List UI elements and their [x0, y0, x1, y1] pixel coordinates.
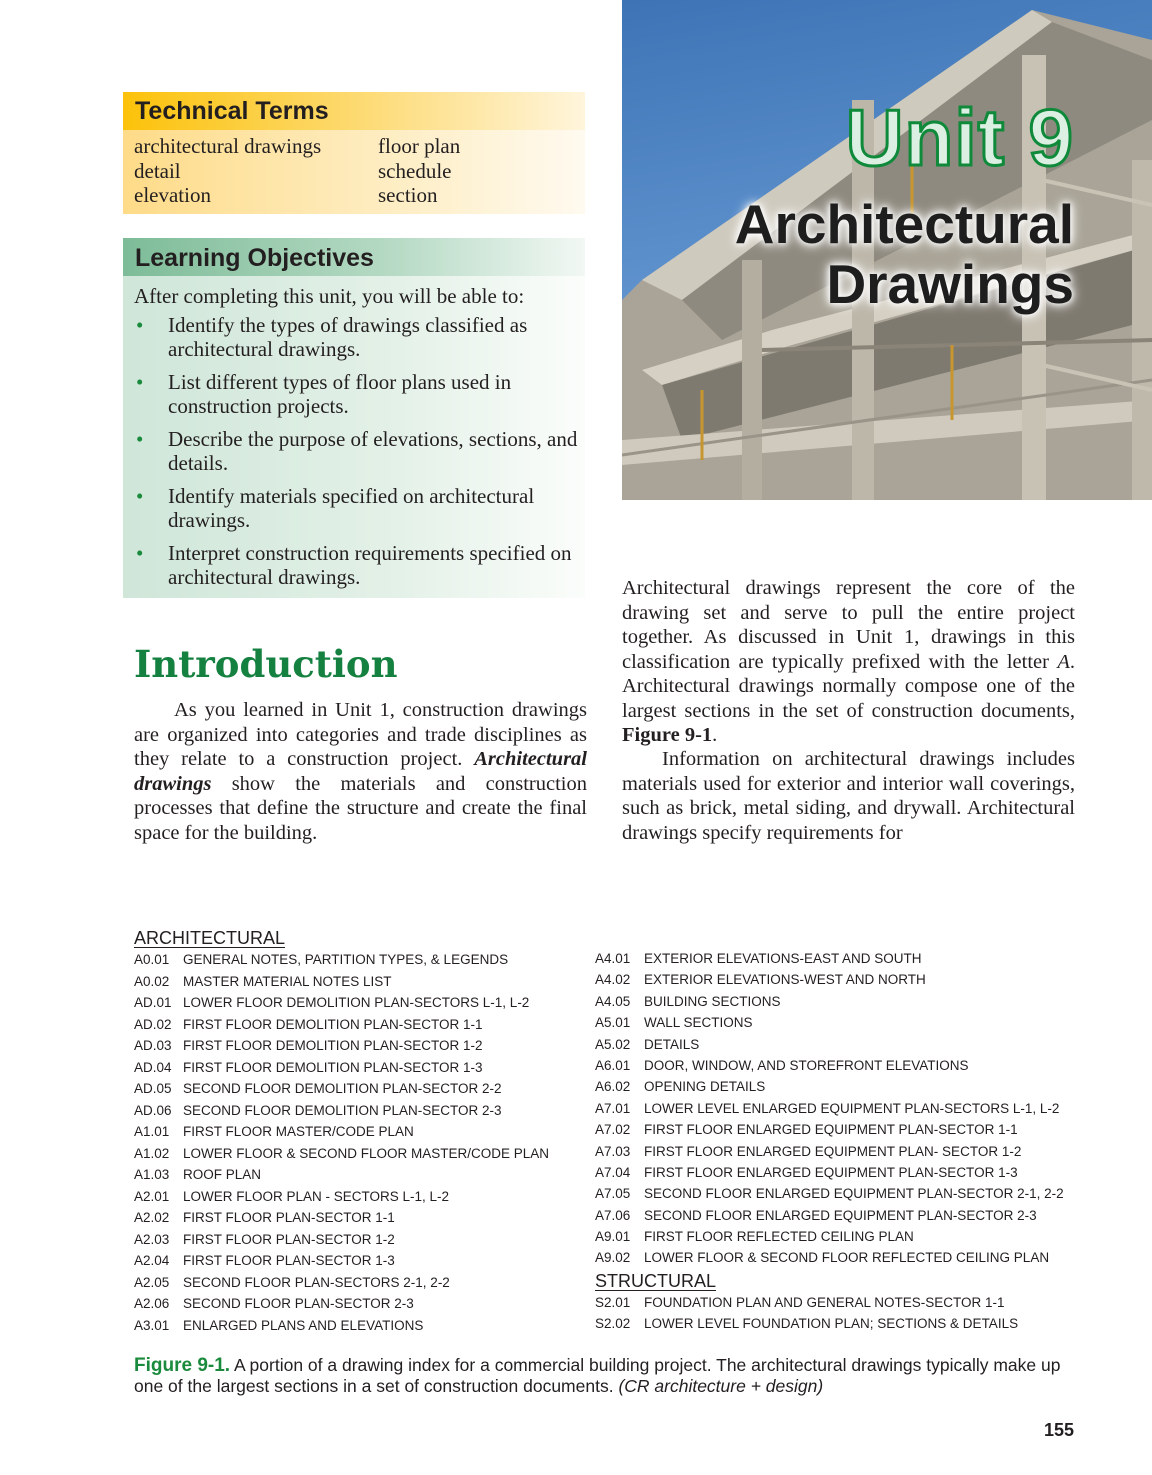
sheet-number: A2.06: [134, 1296, 170, 1311]
index-row: [595, 1034, 1095, 1055]
objective-item: [134, 484, 585, 533]
index-row: [595, 1292, 1095, 1313]
index-row: [134, 1100, 584, 1122]
objective-text: Describe the purpose of elevations, sections, and details.: [168, 426, 578, 475]
index-row: [595, 1183, 1095, 1204]
index-row: [134, 1078, 584, 1100]
learning-objectives-intro: After completing this unit, you will be able to:: [134, 284, 525, 308]
body-paragraph: [622, 576, 1075, 748]
sheet-title: FIRST FLOOR DEMOLITION PLAN-SECTOR 1-3: [183, 1059, 483, 1075]
objective-text: Identify materials specified on architectural drawings.: [168, 483, 535, 532]
chapter-title-line2: Drawings: [826, 253, 1074, 315]
sheet-number: A4.02: [595, 972, 631, 988]
sheet-number: A2.03: [134, 1231, 170, 1247]
index-row: [134, 971, 584, 993]
sheet-title: FIRST FLOOR PLAN-SECTOR 1-2: [183, 1231, 395, 1247]
sheet-number: AD.05: [134, 1081, 172, 1096]
sheet-number: A2.01: [134, 1188, 170, 1204]
index-row: [134, 1035, 584, 1057]
sheet-number: A3.01: [134, 1317, 170, 1333]
sheet-title: LOWER FLOOR & SECOND FLOOR MASTER/CODE PLAN: [183, 1145, 550, 1161]
index-row: [595, 1076, 1095, 1097]
sheet-number: A2.05: [134, 1274, 170, 1290]
sheet-title: FIRST FLOOR MASTER/CODE PLAN: [183, 1124, 414, 1139]
learning-objectives-heading: Learning Objectives: [123, 238, 585, 276]
sheet-title: FOUNDATION PLAN AND GENERAL NOTES-SECTOR 1-1: [644, 1294, 1005, 1310]
sheet-number: AD.01: [134, 995, 172, 1010]
text: . Architectural drawings normally compose one of the largest sections in the set of construction documents,: [622, 650, 1075, 722]
caption-label: Figure 9-1.: [134, 1355, 231, 1376]
sheet-title: LOWER LEVEL FOUNDATION PLAN; SECTIONS & DETAILS: [644, 1316, 1019, 1332]
index-row: [595, 1247, 1095, 1268]
sheet-title: FIRST FLOOR PLAN-SECTOR 1-3: [183, 1253, 395, 1268]
bullet-icon: •: [136, 483, 144, 508]
sheet-number: A5.02: [595, 1036, 631, 1052]
sheet-number: A7.06: [595, 1207, 631, 1223]
index-row: [595, 991, 1095, 1012]
objective-item: [134, 370, 585, 419]
sheet-title: DOOR, WINDOW, AND STOREFRONT ELEVATIONS: [644, 1057, 969, 1073]
sheet-number: A1.02: [134, 1145, 170, 1161]
building-photo: [622, 0, 1152, 500]
caption-text: A portion of a drawing index for a commercial building project. The architectural drawings typically make up one of the largest sections in a set of construction documents.: [134, 1355, 1061, 1396]
objective-item: [134, 541, 585, 590]
sheet-number: A9.01: [595, 1229, 631, 1245]
sheet-title: LOWER FLOOR DEMOLITION PLAN-SECTORS L-1, L-2: [183, 995, 530, 1010]
sheet-number: A2.02: [134, 1210, 170, 1225]
sheet-title: EXTERIOR ELEVATIONS-WEST AND NORTH: [644, 972, 926, 988]
index-row: [134, 1014, 584, 1036]
intro-paragraph: [134, 698, 587, 845]
sheet-number: A0.02: [134, 973, 170, 989]
index-row: [134, 949, 584, 971]
sheet-title: BUILDING SECTIONS: [644, 993, 781, 1009]
index-row: [134, 1229, 584, 1251]
sheet-number: A6.02: [595, 1079, 631, 1095]
index-row: [134, 992, 584, 1014]
sheet-number: AD.02: [134, 1016, 172, 1032]
figure-reference[interactable]: Figure 9-1: [622, 724, 713, 746]
objective-item: [134, 313, 585, 362]
sheet-number: A4.01: [595, 951, 631, 966]
index-row: [595, 1162, 1095, 1183]
sheet-title: LOWER FLOOR PLAN - SECTORS L-1, L-2: [183, 1188, 450, 1204]
term: schedule: [378, 158, 452, 183]
index-row: [595, 969, 1095, 990]
sheet-number: AD.04: [134, 1059, 172, 1075]
objective-text: Interpret construction requirements specified on architectural drawings.: [168, 540, 572, 589]
technical-terms-heading: Technical Terms: [123, 92, 585, 130]
sheet-title: SECOND FLOOR PLAN-SECTORS 2-1, 2-2: [183, 1274, 450, 1290]
sheet-title: SECOND FLOOR DEMOLITION PLAN-SECTOR 2-2: [183, 1081, 502, 1096]
index-row: [595, 1313, 1095, 1334]
index-row: [134, 1164, 584, 1186]
index-row: [595, 1205, 1095, 1226]
sheet-number: S2.01: [595, 1294, 631, 1310]
sheet-number: A1.01: [134, 1124, 170, 1139]
index-row: [595, 1141, 1095, 1162]
sheet-title: DETAILS: [644, 1036, 700, 1052]
index-row: [595, 1055, 1095, 1076]
bullet-icon: •: [136, 426, 144, 451]
sheet-title: LOWER FLOOR & SECOND FLOOR REFLECTED CEILING PLAN: [644, 1250, 1050, 1266]
sheet-number: A5.01: [595, 1015, 631, 1031]
sheet-title: FIRST FLOOR PLAN-SECTOR 1-1: [183, 1210, 395, 1225]
sheet-title: MASTER MATERIAL NOTES LIST: [183, 973, 392, 989]
sheet-title: OPENING DETAILS: [644, 1079, 766, 1095]
sheet-title: SECOND FLOOR ENLARGED EQUIPMENT PLAN-SECTOR 2-3: [644, 1207, 1037, 1223]
term: section: [378, 183, 438, 207]
sheet-title: LOWER LEVEL ENLARGED EQUIPMENT PLAN-SECTORS L-1, L-2: [644, 1100, 1060, 1116]
sheet-title: ENLARGED PLANS AND ELEVATIONS: [183, 1317, 424, 1333]
bullet-icon: •: [136, 312, 144, 337]
page-number: 155: [1043, 1420, 1074, 1440]
technical-terms-box: [123, 92, 585, 214]
learning-objectives-list: [123, 309, 585, 590]
text: .: [712, 724, 718, 746]
chapter-title-line1: Architectural: [734, 193, 1074, 255]
sheet-number: A7.02: [595, 1122, 631, 1138]
index-row: [134, 1143, 584, 1165]
bullet-icon: •: [136, 369, 144, 394]
sheet-number: A7.04: [595, 1164, 631, 1180]
architectural-heading: ARCHITECTURAL: [134, 928, 286, 948]
sheet-number: A0.01: [134, 952, 170, 967]
structural-heading: STRUCTURAL: [595, 1270, 717, 1291]
sheet-title: EXTERIOR ELEVATIONS-EAST AND SOUTH: [644, 951, 922, 966]
sheet-title: FIRST FLOOR ENLARGED EQUIPMENT PLAN-SECTOR 1-1: [644, 1122, 1018, 1138]
sheet-title: ROOF PLAN: [183, 1167, 262, 1182]
sheet-number: A7.03: [595, 1143, 631, 1159]
sheet-title: GENERAL NOTES, PARTITION TYPES, & LEGENDS: [183, 952, 509, 967]
index-row: [134, 1272, 584, 1294]
sheet-title: SECOND FLOOR DEMOLITION PLAN-SECTOR 2-3: [183, 1102, 502, 1118]
body-paragraph: Information on architectural drawings includes materials used for exterior and interior wall coverings, such as brick, metal siding, and drywall. Architectural drawings specify requirements for: [622, 748, 1075, 844]
index-row: [595, 1012, 1095, 1033]
figure-caption: [134, 1355, 1079, 1397]
sheet-number: AD.03: [134, 1038, 172, 1053]
index-row: [134, 1315, 584, 1337]
index-row: [134, 1186, 584, 1208]
index-row: [134, 1057, 584, 1079]
index-row: [134, 1293, 584, 1315]
sheet-title: FIRST FLOOR ENLARGED EQUIPMENT PLAN-SECTOR 1-3: [644, 1164, 1018, 1180]
sheet-title: FIRST FLOOR REFLECTED CEILING PLAN: [644, 1229, 914, 1245]
sheet-number: A7.01: [595, 1100, 631, 1116]
index-row: [595, 1226, 1095, 1247]
index-row: [595, 1119, 1095, 1140]
term: elevation: [134, 183, 211, 207]
drawing-index-right: [595, 948, 1095, 1335]
text: Architectural drawings represent the core of the drawing set and serve to pull the entire project together. As discussed in Unit 1, drawings in this classification are typically prefixed with the letter: [622, 577, 1075, 673]
sheet-number: A2.04: [134, 1253, 170, 1268]
drawing-index-left: [134, 928, 584, 1336]
unit-number: Unit 9: [845, 93, 1074, 182]
sheet-title: FIRST FLOOR ENLARGED EQUIPMENT PLAN- SECTOR 1-2: [644, 1143, 1022, 1159]
sheet-title: FIRST FLOOR DEMOLITION PLAN-SECTOR 1-2: [183, 1038, 483, 1053]
sheet-title: SECOND FLOOR ENLARGED EQUIPMENT PLAN-SECTOR 2-1, 2-2: [644, 1186, 1064, 1202]
key-term: Architectural drawings: [134, 748, 587, 795]
term: detail: [134, 158, 181, 183]
bullet-icon: •: [136, 540, 144, 565]
index-row: [134, 1250, 584, 1272]
sheet-title: FIRST FLOOR DEMOLITION PLAN-SECTOR 1-1: [183, 1016, 483, 1032]
index-row: [134, 1207, 584, 1229]
index-row: [134, 1121, 584, 1143]
sheet-number: A7.05: [595, 1186, 631, 1202]
objective-text: Identify the types of drawings classified as architectural drawings.: [168, 312, 528, 361]
term: architectural drawings: [134, 134, 322, 158]
technical-terms-list: [123, 130, 585, 208]
sheet-number: S2.02: [595, 1316, 631, 1332]
objective-item: [134, 427, 585, 476]
sheet-title: SECOND FLOOR PLAN-SECTOR 2-3: [183, 1296, 414, 1311]
sheet-title: WALL SECTIONS: [644, 1015, 753, 1031]
term: floor plan: [378, 134, 461, 158]
letter: A: [1057, 650, 1070, 673]
introduction-heading: Introduction: [134, 642, 398, 686]
caption-credit: (CR architecture + design): [618, 1376, 824, 1396]
learning-objectives-box: [123, 238, 585, 598]
sheet-number: AD.06: [134, 1102, 172, 1118]
sheet-number: A4.05: [595, 993, 631, 1009]
sheet-number: A1.03: [134, 1167, 170, 1182]
sheet-number: A9.02: [595, 1250, 631, 1266]
objective-text: List different types of floor plans used in construction projects.: [168, 369, 512, 418]
index-row: [595, 948, 1095, 969]
text: show the materials and construction processes that define the structure and create the final space for the building.: [134, 772, 587, 844]
sheet-number: A6.01: [595, 1057, 631, 1073]
text: As you learned in Unit 1, construction drawings are organized into categories and trade disciplines as they relate to a construction project.: [134, 699, 587, 770]
index-row: [595, 1098, 1095, 1119]
